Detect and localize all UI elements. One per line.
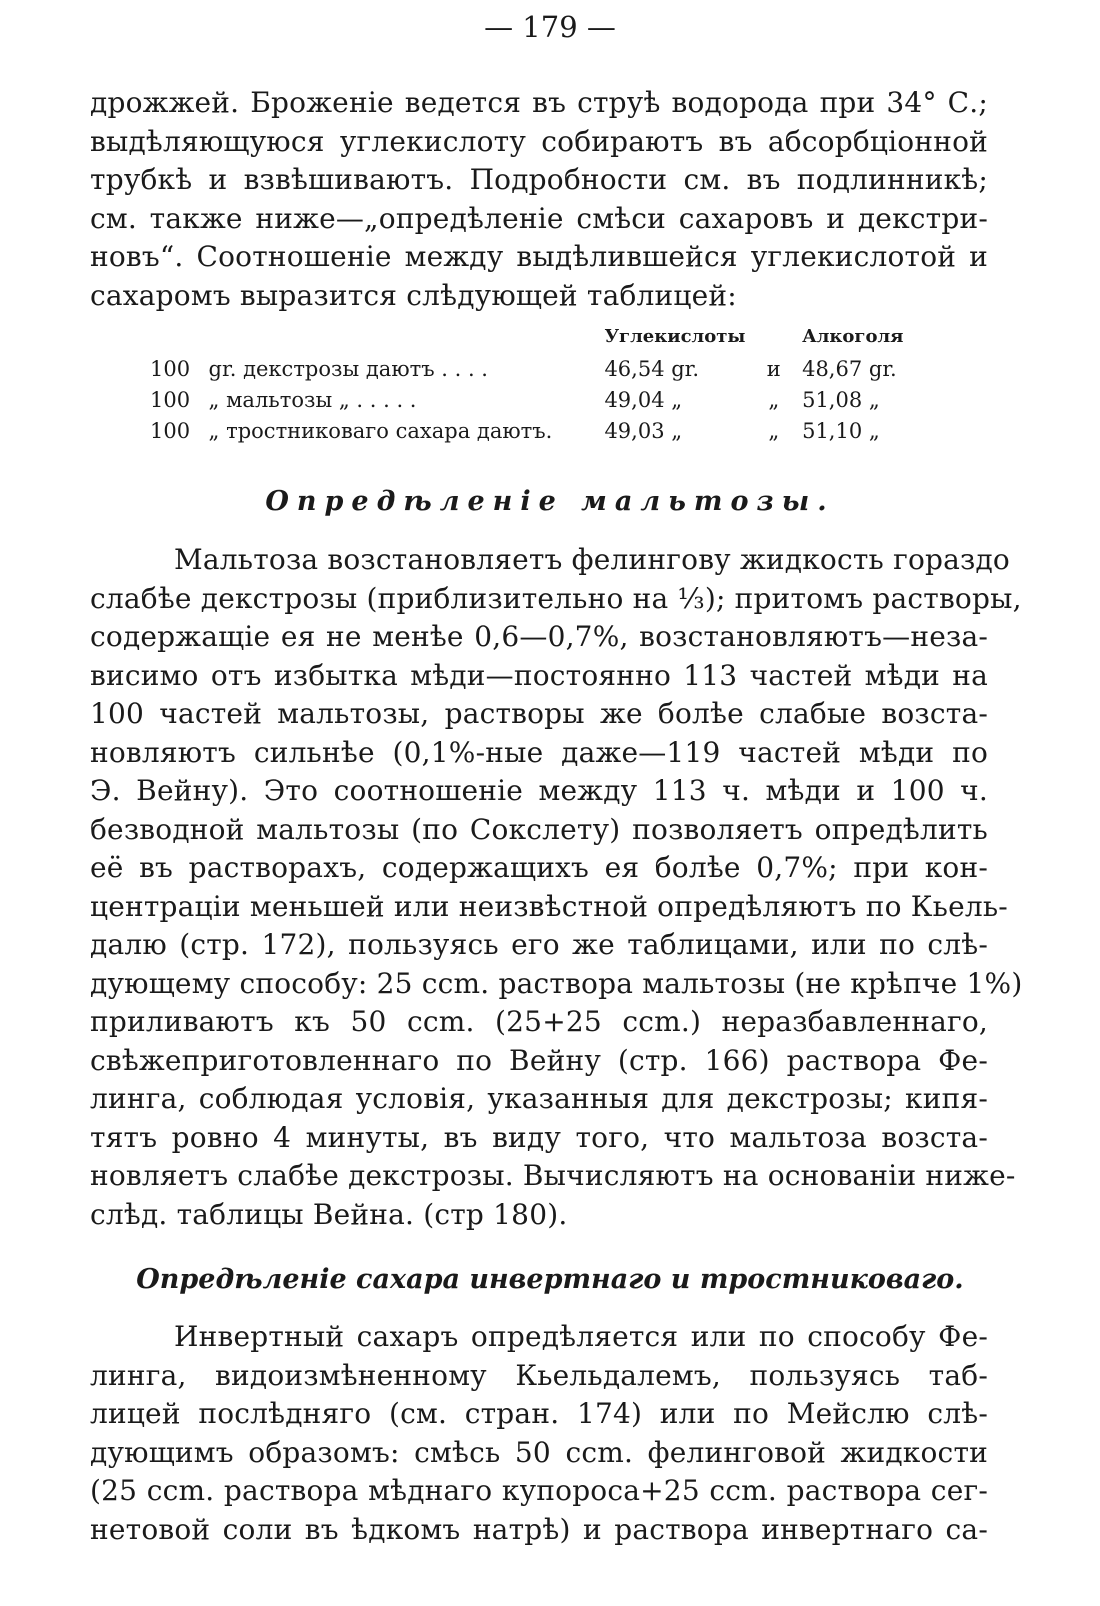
text-line: линга, видоизмѣненному Кьельдалемъ, пользуясь таб- [90, 1358, 988, 1392]
text-line: линга, соблюдая условія, указанныя для декстрозы; кипя- [90, 1082, 988, 1115]
text-line: выдѣляющуюся углекислоту собираютъ въ абсорбціонной [90, 124, 988, 158]
text-line: 100 частей мальтозы, растворы же болѣе слабые возста- [90, 697, 988, 730]
text-line: новляетъ слабѣе декстрозы. Вычисляютъ на основаніи ниже- [90, 1159, 1016, 1192]
cell-substance: gr. декстрозы даютъ . . . . [208, 357, 488, 381]
section-heading-invert-sugar: Опредѣленіе сахара инвертнаго и тростниковаго. [136, 1264, 964, 1295]
cell-substance: „ мальтозы „ . . . . . [208, 388, 417, 412]
text-line: Мальтоза возстановляетъ фелингову жидкость гораздо [174, 543, 1010, 576]
text-line: сахаромъ выразится слѣдующей таблицей: [90, 278, 737, 312]
cell-co2: 46,54 gr. [604, 357, 700, 381]
cell-co2: 49,03 „ [604, 419, 683, 443]
table-header-row [150, 326, 930, 357]
text-line: новляютъ сильнѣе (0,1%-ные даже—119 частей мѣди по [90, 735, 988, 769]
text-line: центраціи меньшей или неизвѣстной опредѣляютъ по Кьель- [90, 889, 1008, 923]
paragraph-invert-sugar [90, 1318, 988, 1549]
text-line: см. также ниже—„опредѣленіе смѣси сахаровъ и декстри- [90, 201, 988, 235]
text-line: дующимъ образомъ: смѣсь 50 ccm. фелинговой жидкости [90, 1435, 988, 1469]
text-line: её въ растворахъ, содержащихъ ея болѣе 0,7%; при кон- [90, 851, 988, 884]
header-co2: Углекислоты [604, 326, 746, 347]
text-line: новъ“. Соотношеніе между выдѣлившейся углекислотой и [90, 240, 988, 273]
table-row [150, 388, 930, 419]
section-heading-maltose: Опредѣленіе мальтозы. [265, 486, 835, 517]
text-line: висимо отъ избытка мѣди—постоянно 113 частей мѣди на [90, 658, 988, 692]
text-line: свѣжеприготовленнаго по Вейну (стр. 166) раствора Фе- [90, 1043, 988, 1077]
text-line: Инвертный сахаръ опредѣляется или по способу Фе- [174, 1320, 988, 1353]
yield-table [150, 326, 930, 450]
paragraph-fermentation [90, 84, 988, 315]
text-line: приливаютъ къ 50 ccm. (25+25 ccm.) неразбавленнаго, [90, 1005, 988, 1038]
cell-amount: 100 [150, 388, 191, 412]
header-alcohol: Алкоголя [802, 326, 904, 347]
text-line: тятъ ровно 4 минуты, въ виду того, что мальтоза возста- [90, 1120, 988, 1154]
text-line: слабѣе декстрозы (приблизительно на ⅓); притомъ растворы, [90, 581, 1022, 615]
cell-conj: „ [768, 388, 780, 412]
text-line: лицей послѣдняго (см. стран. 174) или по Мейслю слѣ- [90, 1397, 988, 1430]
text-line: нетовой соли въ ѣдкомъ натрѣ) и раствора инвертнаго са- [90, 1512, 988, 1546]
cell-amount: 100 [150, 357, 191, 381]
text-line: дрожжей. Броженіе ведется въ струѣ водорода при 34° С.; [90, 86, 988, 119]
text-line: Э. Вейну). Это соотношеніе между 113 ч. мѣди и 100 ч. [90, 774, 988, 807]
text-line: содержащіе ея не менѣе 0,6—0,7%, возстановляютъ—неза- [90, 620, 988, 653]
text-line: слѣд. таблицы Вейна. (стр 180). [90, 1197, 568, 1231]
cell-conj: „ [768, 419, 780, 443]
table-row [150, 419, 930, 450]
cell-alcohol: 51,10 „ [802, 419, 880, 443]
text-line: дующему способу: 25 ccm. раствора мальтозы (не крѣпче 1%) [90, 966, 1023, 1000]
text-line: (25 ccm. раствора мѣднаго купороса+25 ccm. раствора сег- [90, 1474, 988, 1507]
cell-amount: 100 [150, 419, 191, 443]
page-number: — 179 — [484, 10, 616, 44]
cell-co2: 49,04 „ [604, 388, 683, 412]
cell-conj: и [766, 357, 781, 381]
cell-substance: „ тростниковаго сахара даютъ. [208, 419, 553, 443]
text-line: безводной мальтозы (по Сокслету) позволяетъ опредѣлить [90, 812, 988, 846]
text-line: далю (стр. 172), пользуясь его же таблицами, или по слѣ- [90, 928, 988, 961]
text-line: трубкѣ и взвѣшиваютъ. Подробности см. въ подлинникѣ; [90, 163, 988, 196]
table-row [150, 357, 930, 388]
cell-alcohol: 51,08 „ [802, 388, 880, 412]
cell-alcohol: 48,67 gr. [802, 357, 897, 381]
paragraph-maltose [90, 541, 1023, 1234]
